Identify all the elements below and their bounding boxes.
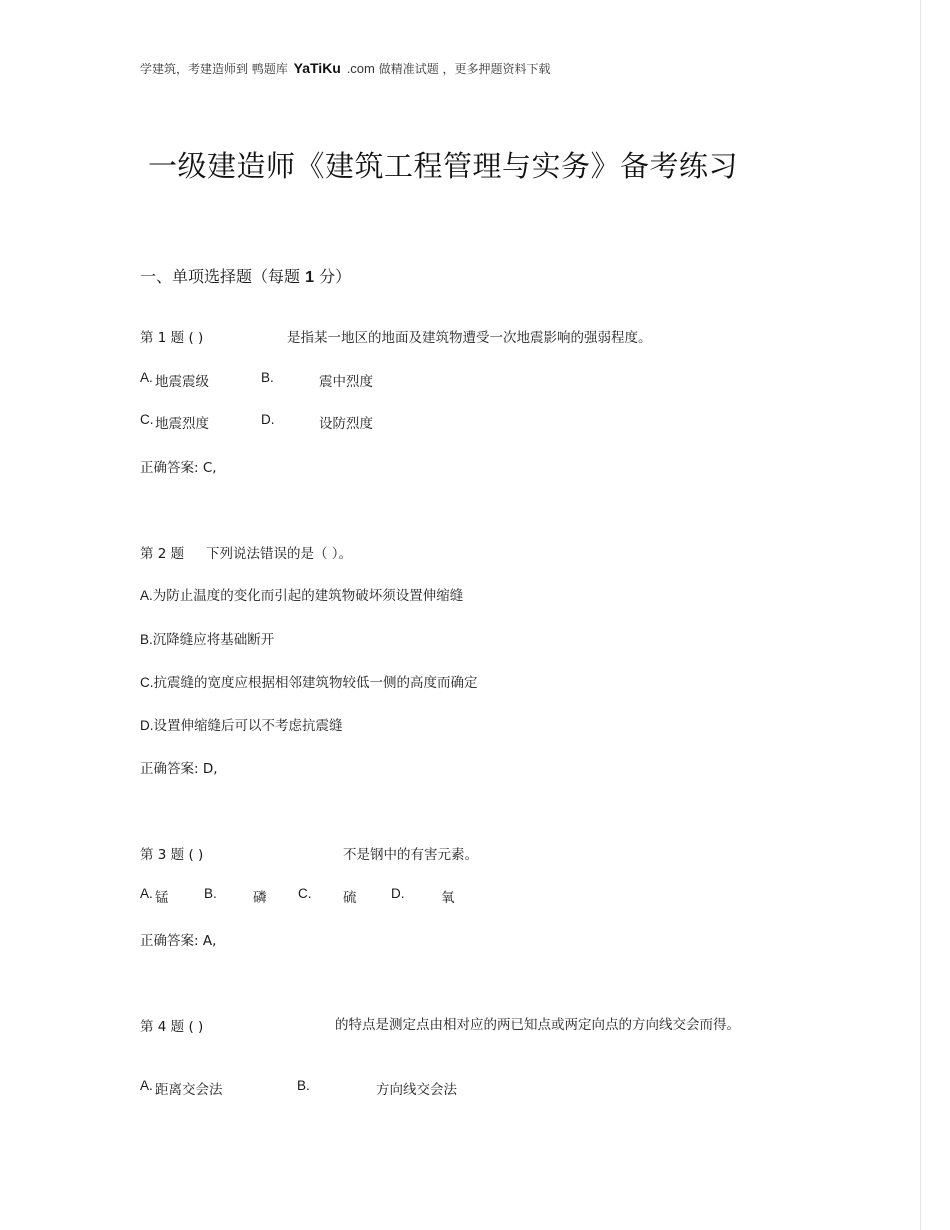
page-header (140, 60, 551, 77)
q1-answer: 正确答案: C, (140, 460, 217, 476)
q2-option-d (140, 714, 343, 734)
q1-option-d-text: 设防烈度 (319, 416, 373, 432)
question-4-head: 第 4 题 ( ) (140, 1019, 204, 1035)
q2-option-a-letter: A. (140, 588, 153, 603)
section-heading (140, 264, 351, 287)
question-1-head: 第 1 题 ( ) (140, 330, 204, 346)
q2-option-c-text: 抗震缝的宽度应根据相邻建筑物较低一侧的高度而确定 (153, 675, 478, 691)
q1-option-a-letter: A. (140, 370, 153, 385)
question-4-stem: 的特点是测定点由相对应的两已知点或两定向点的方向线交会而得。 (335, 1017, 740, 1033)
header-brand: YaTiKu (293, 60, 341, 76)
q4-option-b-letter: B. (297, 1078, 310, 1093)
q1-option-d-letter: D. (261, 412, 275, 427)
q1-option-c-text: 地震烈度 (155, 416, 209, 432)
q2-option-b-text: 沉降缝应将基础断开 (152, 632, 275, 648)
question-2-stem: 下列说法错误的是（ ）。 (206, 546, 353, 562)
q2-answer: 正确答案: D, (140, 761, 218, 777)
q3-option-b-text: 磷 (253, 890, 267, 906)
q1-option-c-letter: C. (140, 412, 154, 427)
q3-option-a-letter: A. (140, 886, 153, 901)
page-title: 一级建造师《建筑工程管理与实务》备考练习 (148, 149, 739, 183)
page-edge-divider (920, 0, 921, 1230)
q2-option-c-letter: C. (140, 675, 154, 690)
q3-option-c-letter: C. (298, 886, 312, 901)
section-suffix: 分） (319, 267, 352, 286)
q3-option-a-text: 锰 (155, 890, 169, 906)
q2-option-c (140, 671, 478, 691)
q4-option-a-letter: A. (140, 1078, 153, 1093)
q2-option-a (140, 584, 463, 604)
header-text-pre: 学建筑，考建造师到 鸭题库 (140, 62, 288, 76)
q2-option-b-letter: B. (140, 632, 153, 647)
section-prefix: 一、单项选择题（每题 (140, 267, 301, 286)
question-1-stem: 是指某一地区的地面及建筑物遭受一次地震影响的强弱程度。 (287, 330, 652, 346)
q3-answer: 正确答案: A, (140, 933, 217, 949)
q3-option-b-letter: B. (204, 886, 217, 901)
q1-option-b-text: 震中烈度 (319, 374, 373, 390)
q4-option-a-text: 距离交会法 (155, 1082, 223, 1098)
q1-option-b-letter: B. (261, 370, 274, 385)
q2-option-d-letter: D. (140, 718, 154, 733)
section-score: 1 (305, 269, 315, 286)
q3-option-d-letter: D. (391, 886, 405, 901)
q2-option-d-text: 设置伸缩缝后可以不考虑抗震缝 (153, 718, 343, 734)
q3-option-c-text: 硫 (343, 890, 357, 906)
q2-option-b (140, 628, 274, 648)
question-3-head: 第 3 题 ( ) (140, 847, 204, 863)
q4-option-b-text: 方向线交会法 (376, 1082, 457, 1098)
q2-option-a-text: 为防止温度的变化而引起的建筑物破坏须设置伸缩缝 (152, 588, 464, 604)
header-brand-domain: .com (346, 61, 375, 76)
question-3-stem: 不是钢中的有害元素。 (343, 847, 478, 863)
q1-option-a-text: 地震震级 (155, 374, 209, 390)
header-text-post: 做精准试题 ，更多押题资料下载 (378, 62, 551, 76)
q3-option-d-text: 氧 (441, 890, 455, 906)
question-2-head: 第 2 题 (140, 546, 185, 562)
